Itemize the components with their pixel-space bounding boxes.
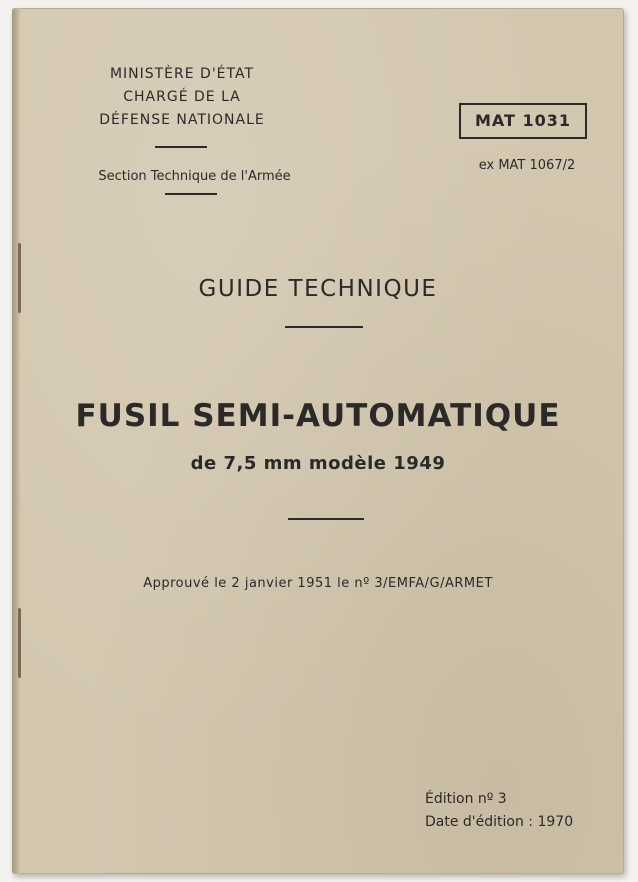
mat-code-box: MAT 1031: [459, 103, 587, 139]
guide-title: GUIDE TECHNIQUE: [198, 276, 438, 302]
booklet-cover: [12, 8, 624, 874]
ministry-divider: [155, 146, 207, 148]
ex-mat-code: ex MAT 1067/2: [478, 158, 576, 173]
subtitle: de 7,5 mm modèle 1949: [190, 453, 446, 474]
approval-line: Approuvé le 2 janvier 1951 le nº 3/EMFA/G/ARMET: [143, 576, 493, 591]
ministry-line-3: DÉFENSE NATIONALE: [99, 112, 265, 128]
edition-block: [425, 788, 573, 834]
edition-date: Date d'édition : 1970: [425, 814, 574, 830]
section-divider: [165, 193, 217, 195]
edition-number: Édition nº 3: [425, 791, 507, 807]
section-label: Section Technique de l'Armée: [98, 169, 291, 184]
staple-bottom: [18, 608, 21, 678]
main-title: FUSIL SEMI-AUTOMATIQUE: [75, 398, 561, 434]
ministry-heading: [52, 63, 312, 132]
guide-divider: [285, 326, 363, 328]
ministry-line-2: CHARGÉ DE LA: [123, 89, 241, 105]
ministry-line-1: MINISTÈRE D'ÉTAT: [109, 66, 255, 82]
title-divider: [288, 518, 364, 520]
booklet-spine: [12, 8, 20, 874]
